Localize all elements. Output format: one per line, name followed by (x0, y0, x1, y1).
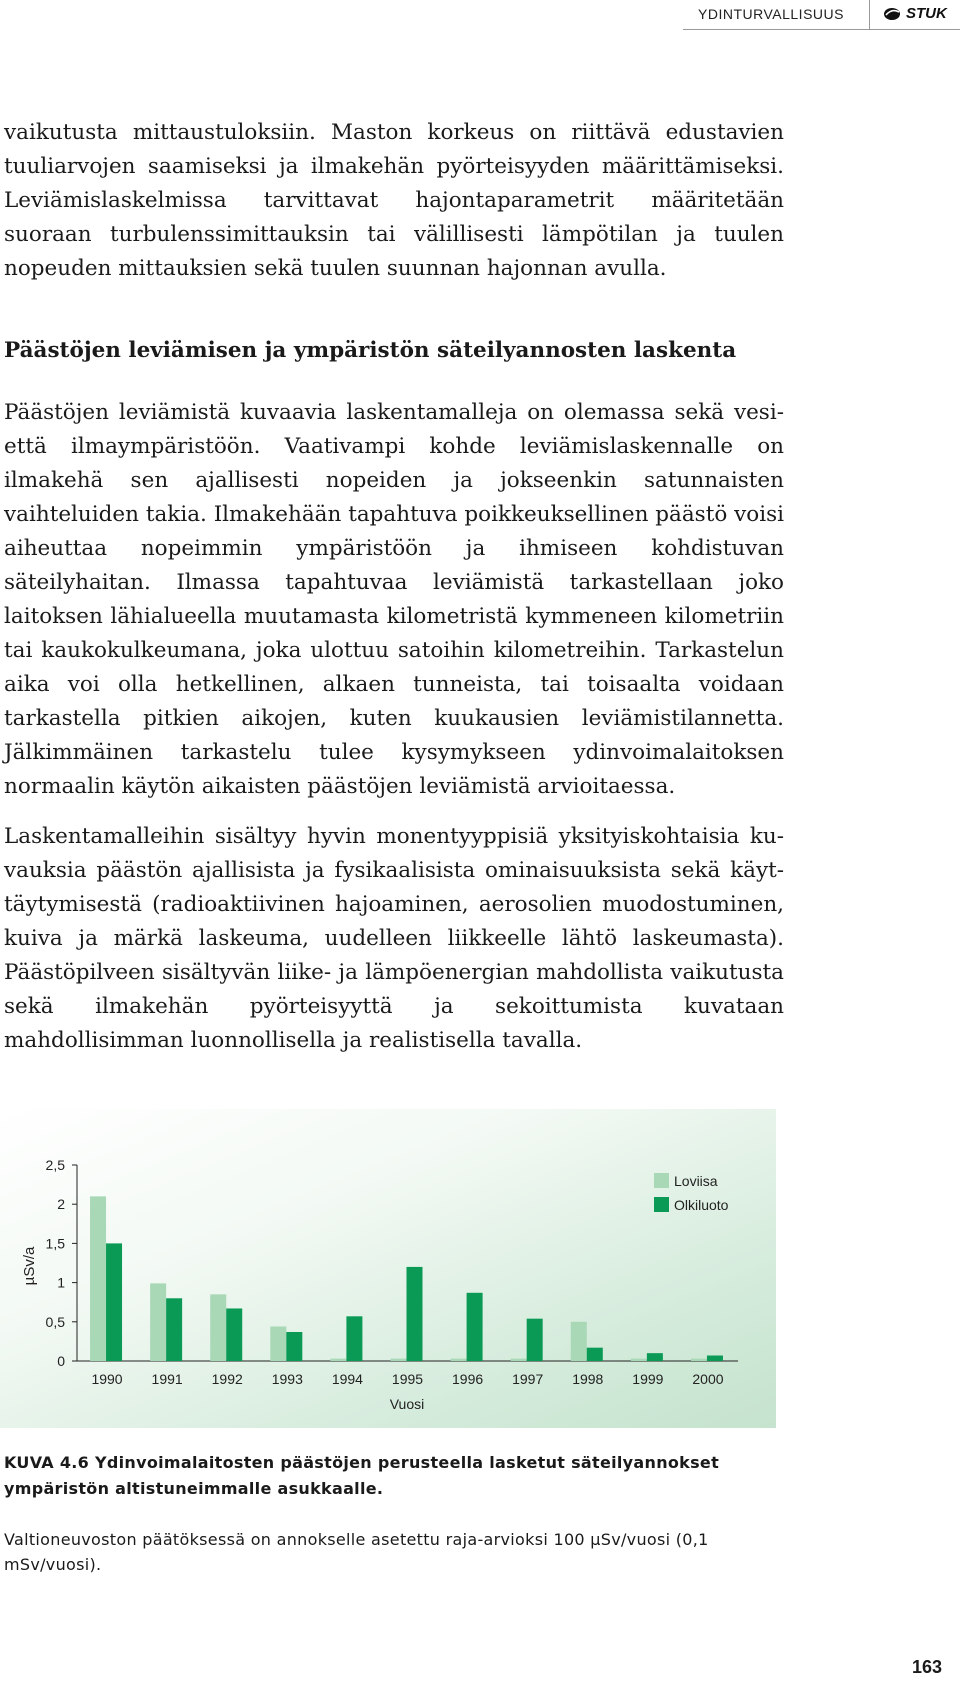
x-tick-label: 1992 (211, 1371, 243, 1387)
x-axis-title: Vuosi (389, 1396, 425, 1412)
bar-loviisa-1996 (451, 1359, 467, 1361)
y-tick-label: 2,5 (45, 1157, 65, 1173)
bar-olkiluoto-2000 (707, 1356, 723, 1361)
bar-olkiluoto-1993 (286, 1332, 302, 1361)
y-tick-label: 2 (57, 1196, 65, 1213)
x-tick-label: 1996 (452, 1371, 484, 1387)
bar-olkiluoto-1992 (226, 1308, 242, 1361)
x-tick-label: 1995 (391, 1371, 424, 1387)
legend-swatch-loviisa (654, 1173, 669, 1188)
bar-loviisa-1998 (571, 1322, 587, 1361)
section-heading: Päästöjen leviämisen ja ympäristön säteilyannosten laskenta (4, 338, 737, 363)
bar-olkiluoto-1996 (467, 1293, 483, 1361)
bar-olkiluoto-1994 (346, 1316, 362, 1361)
y-tick-label: 1 (57, 1274, 65, 1291)
bar-olkiluoto-1991 (166, 1298, 182, 1361)
bar-loviisa-1997 (511, 1359, 527, 1361)
section-title: YDINTURVALLISUUS (698, 6, 844, 22)
stuk-logo (883, 5, 947, 22)
stuk-logo-icon (883, 7, 903, 21)
bar-loviisa-1994 (330, 1359, 346, 1361)
x-tick-label: 1997 (512, 1371, 544, 1387)
bar-loviisa-1999 (631, 1359, 647, 1361)
body-paragraph-1: vaikutusta mittaustuloksiin. Maston korkeus on riittävä edustavien tuuliarvojen saamiseksi ja ilmakehän pyörteisyyden määrittämiseksi. Leviämislaskelmissa tarvittavat hajontaparametrit määritetään suoraan turbulenssimittauksin tai välillisesti lämpötilan ja tuulen nopeuden mittauksien sekä tuulen suunnan hajonnan avulla. (4, 120, 784, 281)
bar-loviisa-2000 (691, 1359, 707, 1361)
dose-bar-chart (0, 1109, 776, 1428)
stuk-logo-text: STUK (906, 5, 947, 22)
bar-loviisa-1993 (270, 1327, 286, 1361)
legend-label-loviisa: Loviisa (674, 1173, 718, 1189)
legend-label-olkiluoto: Olkiluoto (674, 1197, 729, 1213)
y-tick-label: 0,5 (45, 1313, 65, 1330)
page-number: 163 (911, 1657, 942, 1677)
body-paragraph-3: Laskentamalleihin sisältyy hyvin monentyyppisiä yksityiskohtaisia kuvauksia päästön ajallisista ja fysikaalisista ominaisuuksista sekä käyttäytymisestä (radioaktiivinen hajoaminen, aerosolien muodostuminen, kuiva ja märkä laskeuma, uudelleen liikkeelle lähtö laskeumasta). Päästöpilveen sisältyvän liike- ja lämpöenergian mahdollista vaikutusta sekä ilmakehän pyörteisyyttä ja sekoittumista kuvataan mahdollisimman luonnollisella ja realistisella tavalla. (4, 824, 784, 1053)
x-tick-label: 2000 (692, 1371, 724, 1387)
bar-olkiluoto-1999 (647, 1353, 663, 1361)
bar-loviisa-1995 (391, 1359, 407, 1361)
header-divider (869, 0, 870, 30)
bar-olkiluoto-1998 (587, 1348, 603, 1361)
y-tick-label: 0 (57, 1353, 65, 1369)
y-tick-label: 1,5 (45, 1235, 65, 1252)
bar-loviisa-1990 (90, 1196, 106, 1361)
bar-olkiluoto-1990 (106, 1243, 122, 1361)
figure-caption: KUVA 4.6 Ydinvoimalaitosten päästöjen perusteella lasketut säteilyannokset ympäristön altistuneimmalle asukkaalle. (4, 1453, 720, 1498)
x-tick-label: 1998 (572, 1371, 604, 1387)
body-paragraph-2: Päästöjen leviämistä kuvaavia laskentamalleja on olemassa sekä vesiettä ilmaympäristöön. Vaativampi kohde leviämislaskennalle on ilmakehä sen ajallisesti nopeiden ja jokseenkin satunnaisten vaihteluiden takia. Ilmakehään tapahtuva poikkeuksellinen päästö voisi aiheuttaa nopeimmin ympäristöön ja ihmiseen kohdistuvan säteilyhaitan. Ilmassa tapahtuvaa leviämistä tarkastellaan joko laitoksen lähialueella muutamasta kilometristä kymmeneen kilometriin tai kaukokulkeumana, joka ulottuu satoihin kilometreihin. Tarkastelun aika voi olla hetkellinen, alkaen tunneista, tai toisaalta voidaan tarkastella pitkien aikojen, kuten kuukausien leviämistilannetta. Jälkimmäinen tarkastelu tulee kysymykseen ydinvoimalaitoksen normaalin käytön aikaisten päästöjen leviämistä arvioitaessa. (4, 400, 784, 799)
y-axis-title: µSv/a (21, 1246, 38, 1286)
x-tick-label: 1994 (331, 1371, 363, 1387)
chart-figure (0, 1109, 776, 1428)
bar-olkiluoto-1995 (407, 1267, 423, 1361)
x-tick-label: 1999 (632, 1371, 664, 1387)
running-header (683, 0, 960, 30)
bar-loviisa-1992 (210, 1294, 226, 1361)
figure-note: Valtioneuvoston päätöksessä on annokselle asetettu raja-arvioksi 100 µSv/vuosi (0,1 mSv/vuosi). (4, 1530, 709, 1574)
bar-olkiluoto-1997 (527, 1319, 543, 1361)
x-tick-label: 1990 (91, 1371, 123, 1387)
x-tick-label: 1991 (151, 1371, 183, 1387)
legend-swatch-olkiluoto (654, 1197, 669, 1212)
bar-loviisa-1991 (150, 1283, 166, 1361)
x-tick-label: 1993 (271, 1371, 303, 1387)
